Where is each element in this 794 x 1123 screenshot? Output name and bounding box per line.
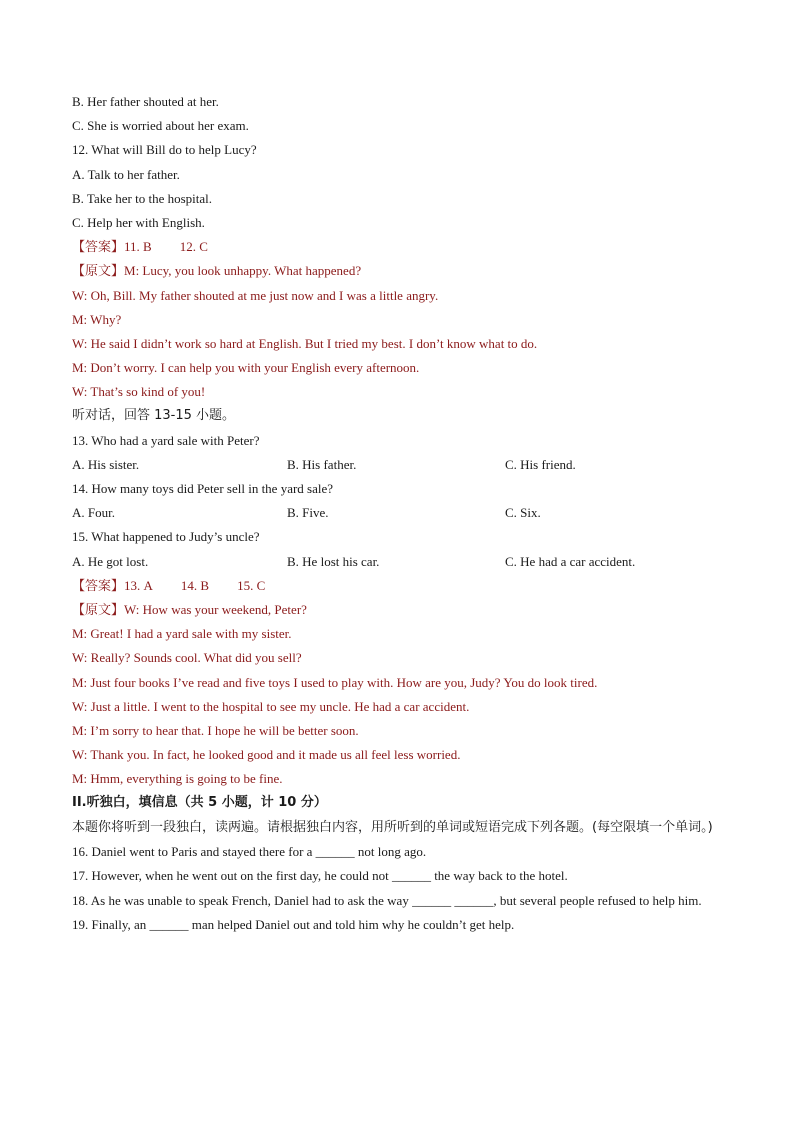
q15-options <box>72 550 732 574</box>
q14-option-b: B. Five. <box>287 505 329 521</box>
answer-14: 14. B <box>180 577 210 593</box>
script2-line-8: M: Hmm, everything is going to be fine. <box>72 771 283 787</box>
answer-tag: 【答案】 <box>72 578 125 594</box>
script2-line-3: W: Really? Sounds cool. What did you sell? <box>72 650 302 666</box>
q15-option-a: A. He got lost. <box>72 553 149 569</box>
q12-option-c: C. Help her with English. <box>72 214 205 230</box>
q14-option-c: C. Six. <box>505 505 541 521</box>
script1-line-1: 【原文】M: Lucy, you look unhappy. What happened? <box>72 263 362 280</box>
q11-option-c: C. She is worried about her exam. <box>72 118 249 134</box>
answer-tag: 【答案】 <box>72 240 125 256</box>
q13-question: 13. Who had a yard sale with Peter? <box>72 432 260 448</box>
answer-12: 12. C <box>179 239 208 255</box>
script-tag: 【原文】 <box>72 264 125 280</box>
script1-line-5: M: Don’t worry. I can help you with your English every afternoon. <box>72 360 420 376</box>
script-tag: 【原文】 <box>72 602 125 618</box>
q11-option-b: B. Her father shouted at her. <box>72 94 219 109</box>
script2-line-6: M: I’m sorry to hear that. I hope he will be better soon. <box>72 722 359 738</box>
q13-options <box>72 453 732 477</box>
script1-line-3: M: Why? <box>72 311 122 327</box>
script1-line-4: W: He said I didn’t work so hard at English. But I tried my best. I don’t know what to do. <box>72 335 538 351</box>
q17-question: 17. However, when he went out on the first day, he could not ______ the way back to the hotel. <box>72 868 568 884</box>
q16-question: 16. Daniel went to Paris and stayed there for a ______ not long ago. <box>72 844 427 860</box>
q13-option-c: C. His friend. <box>505 456 576 472</box>
script2-line-5: W: Just a little. I went to the hospital to see my uncle. He had a car accident. <box>72 698 470 714</box>
q15-option-b: B. He lost his car. <box>287 553 380 569</box>
document-page <box>72 90 732 937</box>
q12-option-a: A. Talk to her father. <box>72 166 180 182</box>
q14-options <box>72 501 732 525</box>
q14-question: 14. How many toys did Peter sell in the yard sale? <box>72 481 334 496</box>
part2-instructions: 本题你将听到一段独白，读两遍。请根据独白内容，用所听到的单词或短语完成下列各题。(每空限填一个单词。) <box>72 819 713 835</box>
q12-question: 12. What will Bill do to help Lucy? <box>72 142 257 158</box>
q14-option-a: A. Four. <box>72 505 115 521</box>
script2-line-1: 【原文】W: How was your weekend, Peter? <box>72 601 307 618</box>
q13-option-b: B. His father. <box>287 456 357 472</box>
q15-option-c: C. He had a car accident. <box>505 553 636 569</box>
script2-line-7: W: Thank you. In fact, he looked good and it made us all feel less worried. <box>72 747 461 763</box>
section-intro: 听对话，回答 13-15 小题。 <box>72 408 236 424</box>
answer-13: 13. A <box>124 577 153 593</box>
q15-question: 15. What happened to Judy’s uncle? <box>72 529 260 545</box>
answer-block-2 <box>72 574 732 598</box>
q18-question: 18. As he was unable to speak French, Daniel had to ask the way ______ ______, but several people refused to help him. <box>72 892 702 908</box>
script1-line-6: W: That’s so kind of you! <box>72 384 206 400</box>
q13-option-a: A. His sister. <box>72 456 140 472</box>
q19-question: 19. Finally, an ______ man helped Daniel out and told him why he couldn’t get help. <box>72 916 515 932</box>
answer-15: 15. C <box>237 577 266 593</box>
script2-line-4: M: Just four books I’ve read and five toys I used to play with. How are you, Judy? You do look tired. <box>72 674 598 690</box>
q12-option-b: B. Take her to the hospital. <box>72 190 213 206</box>
answer-11: 11. B <box>124 239 152 255</box>
part2-heading: II.听独白，填信息（共 5 小题，计 10 分） <box>72 795 327 811</box>
answer-block-1 <box>72 235 732 259</box>
script1-line-2: W: Oh, Bill. My father shouted at me just now and I was a little angry. <box>72 287 439 303</box>
script2-line-2: M: Great! I had a yard sale with my sister. <box>72 626 292 642</box>
